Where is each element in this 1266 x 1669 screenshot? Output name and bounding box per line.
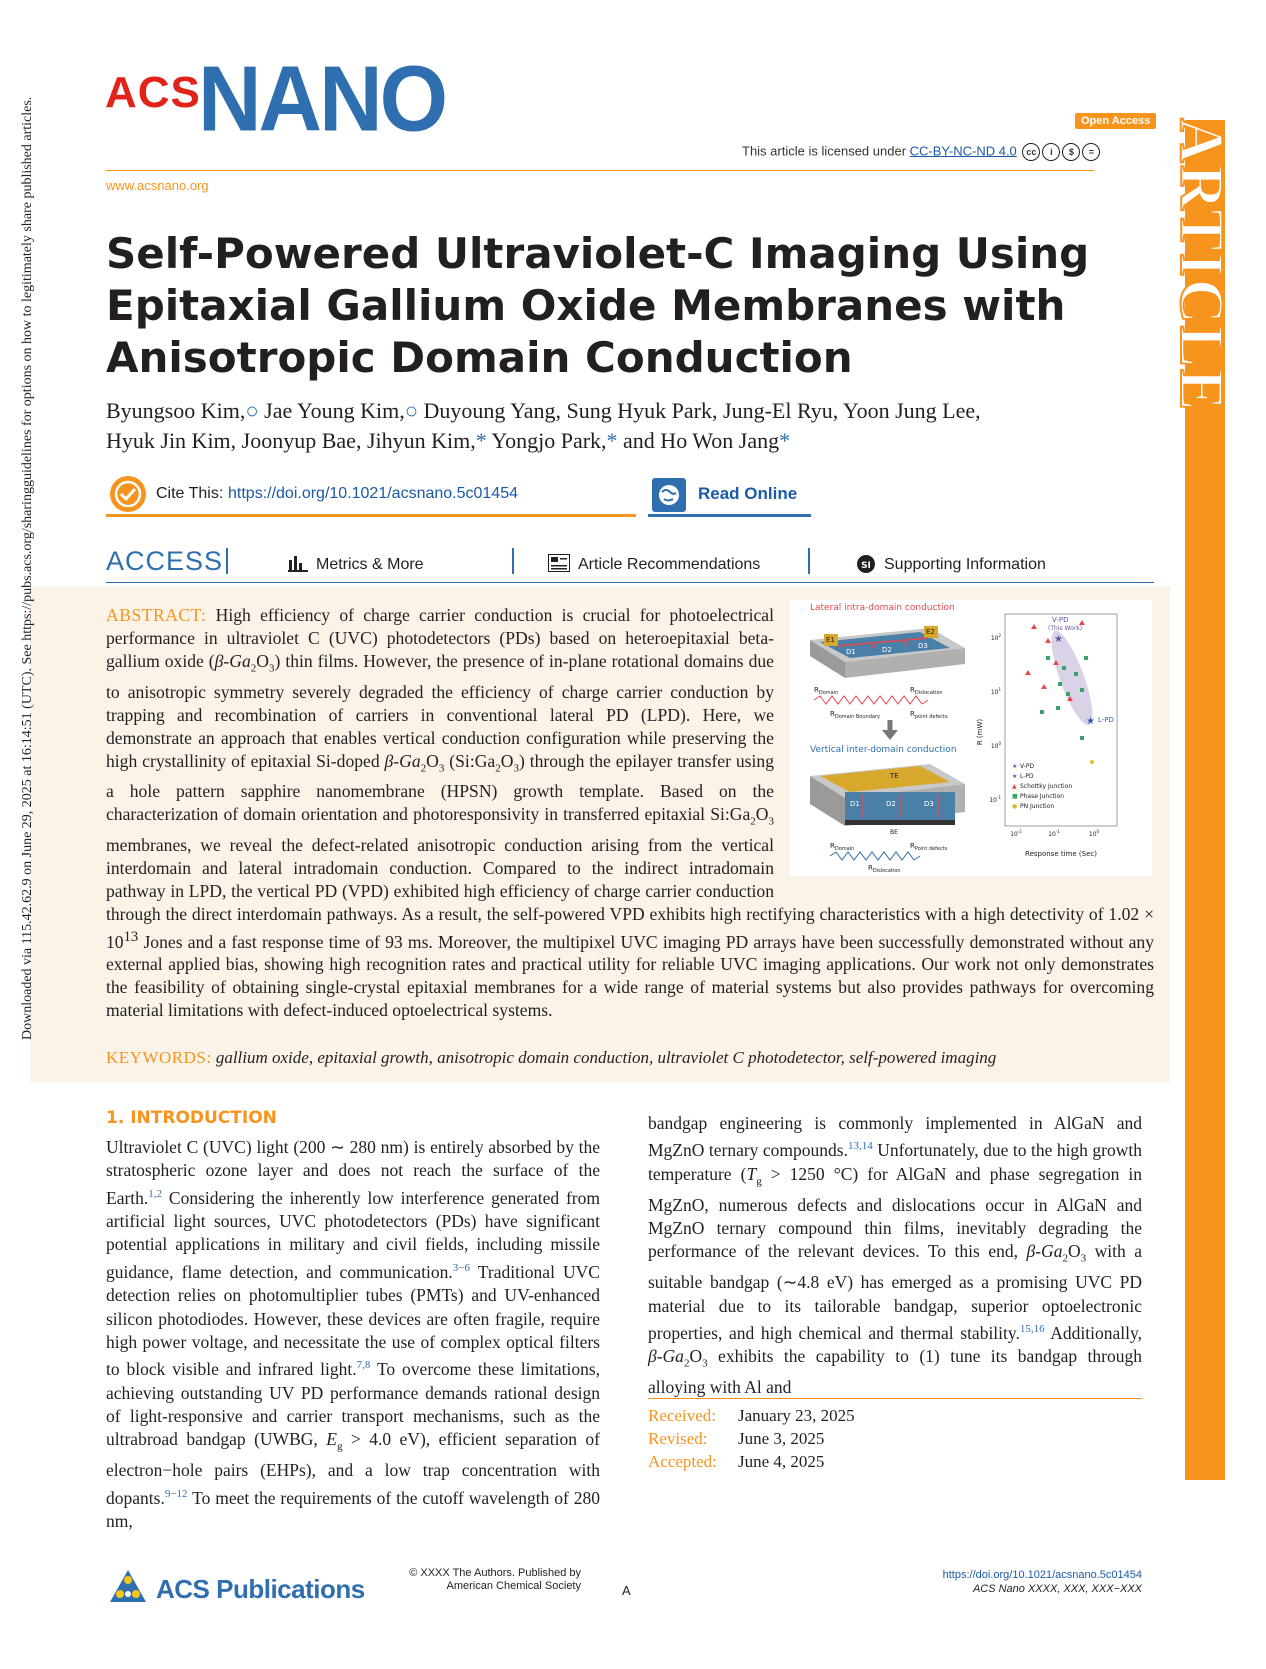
article-recommendations-link[interactable]: Article Recommendations [578, 556, 761, 573]
download-notice [0, 96, 60, 1050]
access-separator [226, 548, 228, 574]
svg-text:SI: SI [861, 561, 871, 571]
abstract-text: membranes, we reveal the defect-related anisotropic conduction arising from the vertical interdomain and lateral intradomain conduction. Compared to the indirect intradomain pathway in LPD, the vertical PD (VPD) exhibited high efficiency of charge carrier conduction through the direct interdomain pathways. As a result, the self-powered VPD exhibits high rectifying characteristics with a high detectivity of 1.02 × 10 [106, 834, 1154, 952]
revised-label: Revised: [648, 1429, 708, 1448]
article-title: Self-Powered Ultraviolet-C Imaging Using Epitaxial Gallium Oxide Membranes with Anisotropic Domain Conduction [106, 229, 1090, 382]
author-list [106, 396, 1106, 456]
toc-graphic [790, 600, 1152, 876]
formula: O [755, 804, 769, 825]
article-tab-label: ARTICLE [1167, 118, 1235, 413]
received-label: Received: [648, 1406, 716, 1425]
legend-pn: PN Junction [1020, 803, 1055, 810]
ytick-label: $10^1$ [990, 687, 1001, 696]
journal-url[interactable]: www.acsnano.org [106, 178, 209, 193]
reference-link[interactable]: 7,8 [356, 1359, 371, 1372]
body-text: > 4.0 eV), efficient separation of electron−hole pairs (EHPs), and a low trap concentration with dopants. [106, 1429, 600, 1508]
orcid-icon[interactable]: ○ [245, 398, 259, 423]
acs-publications-logo-icon [106, 1566, 150, 1614]
nd-icon: = [1082, 143, 1100, 161]
header-rule [106, 170, 1094, 171]
formula: O [426, 750, 439, 771]
subscript: g [756, 1175, 762, 1188]
e2-label: E2 [926, 628, 935, 636]
body-text: Considering the inherently low interference generated from artificial light sources, UVC photodetectors (PDs) have significant potential applications in military and civil fields, including missile guidance, flame detection, and communication. [106, 1187, 600, 1282]
svg-text:★: ★ [1012, 773, 1018, 780]
subscript: 2 [683, 1357, 690, 1370]
svg-text:★: ★ [1012, 763, 1018, 770]
legend-phase: Phase Junction [1020, 793, 1064, 800]
d3-label: D3 [918, 642, 928, 650]
logo-acs: ACS [105, 68, 201, 117]
subscript: 2 [1062, 1252, 1068, 1265]
r-dislocation-label: $R_{Dislocation}$ [910, 686, 943, 696]
by-icon: i [1042, 143, 1060, 161]
keywords-label: KEYWORDS: [106, 1048, 212, 1067]
access-separator [512, 548, 514, 574]
publication-dates [648, 1404, 855, 1473]
legend-vpd: V-PD [1020, 763, 1035, 770]
body-text: To meet the requirements of the cutoff wavelength of 280 nm, [106, 1487, 600, 1531]
cc-icon: cc [1022, 143, 1040, 161]
supporting-information-link[interactable]: Supporting Information [884, 556, 1046, 573]
subscript: 2 [250, 662, 257, 675]
license-prefix: This article is licensed under [742, 143, 910, 159]
metrics-more-link[interactable]: Metrics & More [316, 556, 424, 573]
download-notice-text: Downloaded via 115.42.62.9 on June 29, 2025 at 16:14:51 (UTC). See https://pubs.acs.org/sharingguidelines for options on how to legitimately share published articles. [20, 96, 35, 1040]
reference-link[interactable]: 15,16 [1019, 1323, 1045, 1336]
cite-label [156, 485, 223, 503]
svg-text:✕: ✕ [902, 639, 909, 648]
formula: β-Ga [214, 651, 251, 671]
subscript: 3 [513, 762, 519, 775]
d1-v-label: D1 [850, 800, 860, 808]
xtick-label: $10^{-2}$ [1010, 829, 1022, 838]
r-domain-label: $R_{Domain}$ [814, 686, 839, 696]
vpd-point: ★ [1054, 634, 1063, 645]
copyright-line: American Chemical Society [446, 1580, 581, 1592]
formula: β-Ga [1026, 1241, 1063, 1262]
orcid-icon[interactable]: ○ [404, 398, 419, 423]
svg-text:✕: ✕ [870, 642, 877, 651]
corresponding-icon[interactable]: * [606, 428, 618, 453]
reference-link[interactable]: 3−6 [452, 1261, 471, 1274]
plot-ylabel: R (mW) [976, 718, 984, 746]
subscript: 2 [750, 815, 756, 828]
author-text: Duyoung Yang, Sung Hyuk Park, Jung-El Ryu, Yoon Jung Lee, [418, 398, 981, 423]
subscript: g [336, 1440, 343, 1453]
reference-link[interactable]: 9−12 [164, 1487, 188, 1500]
body-text: Additionally, [1044, 1322, 1142, 1343]
nc-icon: $ [1062, 143, 1080, 161]
body-text: exhibits the capability to (1) tune its bandgap through alloying with Al and [648, 1346, 1142, 1398]
subscript: 3 [768, 815, 774, 828]
copyright [396, 1567, 581, 1593]
revised-date: June 3, 2025 [738, 1429, 825, 1448]
author-text: Yongjo Park, [486, 428, 607, 453]
subscript: 3 [269, 662, 275, 675]
keywords [106, 1048, 1154, 1068]
accepted-label: Accepted: [648, 1452, 717, 1471]
cite-label-text: Cite This: [156, 485, 224, 502]
section-heading: 1. INTRODUCTION [106, 1108, 277, 1128]
license-link[interactable]: CC-BY-NC-ND 4.0 [909, 143, 1017, 159]
r-dislocation-v-label: $R_{Dislocation}$ [868, 864, 901, 874]
access-separator [808, 548, 810, 574]
symbol: T [746, 1163, 757, 1184]
legend-lpd: L-PD [1020, 773, 1034, 780]
body-text: Traditional UVC detection relies on photomultiplier tubes (PMTs) and UV-enhanced silicon photodiodes. However, these devices are often fragile, require high power voltage, and necessitate the use of complex optical filters to block visible and infrared light. [106, 1261, 600, 1380]
superscript: 13 [123, 928, 139, 945]
body-text: Ultraviolet C (UVC) light (200 ∼ 280 nm) is entirely absorbed by the stratospheric ozone layer and does not reach the surface of the Earth. [106, 1137, 600, 1208]
r-point-label: $R_{point defects}$ [910, 710, 948, 720]
accepted-date: June 4, 2025 [738, 1452, 825, 1471]
vertical-title: Vertical inter-domain conduction [810, 745, 957, 755]
formula: O [1067, 1241, 1081, 1262]
recommendations-icon [548, 554, 570, 576]
r-domain-v-label: $R_{Domain}$ [830, 842, 855, 852]
ytick-label: $10^2$ [990, 633, 1001, 642]
formula: β-Ga [648, 1346, 684, 1367]
xtick-label: $10^0$ [1088, 829, 1100, 838]
formula: β-Ga [384, 750, 421, 771]
body-column-right [648, 1112, 1142, 1400]
footer-journal: ACS Nano XXXX, XXX, XXX−XXX [972, 1583, 1142, 1595]
abstract-label: ABSTRACT: [106, 605, 207, 625]
footer-doi-link[interactable]: https://doi.org/10.1021/acsnano.5c01454 [942, 1569, 1142, 1581]
corresponding-icon[interactable]: * [779, 428, 791, 453]
reference-link[interactable]: 13,14 [847, 1140, 873, 1153]
ytick-label: $10^{-1}$ [989, 795, 1001, 804]
author-text: Jae Young Kim, [258, 398, 405, 423]
subscript: 2 [420, 762, 427, 775]
dates-rule [648, 1398, 1142, 1399]
author-text: and Ho Won Jang [617, 428, 780, 453]
subscript: 2 [495, 762, 501, 775]
si-icon [856, 554, 876, 578]
body-text: To overcome these limitations, achieving outstanding UV PD performance demands rational design of light-responsive and carrier transport mechanisms, such as the ultrabroad bandgap (UWBG, [106, 1359, 601, 1450]
body-text: Unfortunately, due to the high growth temperature ( [648, 1140, 1142, 1184]
abstract-text: Jones and a fast response time of 93 ms. Moreover, the multipixel UVC imaging PD arrays have been successfully demonstrated without any external applied bias, showing high recognition rates and practical utility for reliable UVC imaging applications. Our work not only demonstrates the feasibility of obtaining single-crystal epitaxial membranes for a wide range of material systems but also provides pathways for overcoming material limitations with defect-induced optoelectrical systems. [106, 931, 1154, 1021]
license-line [742, 143, 1100, 161]
subscript: 3 [1080, 1252, 1087, 1265]
d1-label: D1 [846, 648, 856, 656]
body-text: > 1250 °C) for AlGaN and phase segregation in MgZnO, numerous defects and dislocations occur in AlGaN and MgZnO ternary compound thin films, inevitably degrading the performance of the relevant devices. To this end, [648, 1163, 1142, 1262]
legend-schottky: Schottky Junction [1020, 783, 1073, 790]
open-access-badge: Open Access [1075, 113, 1156, 129]
lpd-annotation: L-PD [1098, 716, 1114, 724]
this-work-annotation: (This Work) [1048, 625, 1083, 632]
d3-v-label: D3 [924, 800, 934, 808]
e1-label: E1 [826, 636, 835, 644]
logo-nano: NANO [198, 46, 446, 151]
d2-v-label: D2 [886, 800, 896, 808]
d2-label: D2 [882, 646, 892, 654]
publisher-name: ACS Publications [156, 1574, 365, 1604]
xtick-label: $10^{-1}$ [1048, 829, 1060, 838]
received-date: January 23, 2025 [738, 1406, 855, 1425]
vpd-annotation: V-PD [1052, 616, 1069, 624]
access-label: ACCESS [106, 546, 224, 576]
svg-text:■: ■ [1012, 793, 1018, 800]
reference-link[interactable]: 1,2 [148, 1187, 163, 1200]
footer-citation [860, 1568, 1142, 1596]
body-text: bandgap engineering is commonly implemented in AlGaN and MgZnO ternary compounds. [648, 1113, 1142, 1161]
body-text: with a suitable bandgap (∼4.8 eV) has emerged as a promising UVC PD material due to its tailorable bandgap, superior optoelectronic properties, and high chemical and thermal stability. [648, 1241, 1142, 1343]
formula: O [256, 651, 269, 671]
be-label: BE [890, 829, 898, 836]
abstract-text: ) thin films. However, the presence of in-plane rotational domains due to anisotropic symmetry severely degraded the efficiency of charge carrier conduction by trapping and recombination of carriers in conventional lateral PD (LPD). Here, we demonstrate an approach that enables vertical conduction configuration while preserving the high crystallinity of epitaxial Si-doped [106, 651, 774, 771]
plot-xlabel: Response time (Sec) [1025, 850, 1097, 858]
r-point-v-label: $R_{Point defects}$ [910, 842, 948, 852]
te-label: TE [890, 772, 899, 780]
abstract-text: ) through the epilayer transfer using a hole pattern sapphire nanomembrane (HPSN) growth template. Based on the characterization of domain orientation and photoresponsivity in transferred epitaxial Si:Ga [106, 750, 774, 825]
lateral-title: Lateral intra-domain conduction [810, 603, 955, 613]
svg-text:●: ● [1012, 803, 1018, 810]
keywords-text: gallium oxide, epitaxial growth, anisotropic domain conduction, ultraviolet C photodetector, self-powered imaging [215, 1048, 997, 1067]
author-text: Byungsoo Kim, [106, 398, 246, 423]
svg-text:▲: ▲ [1012, 783, 1017, 790]
corresponding-icon[interactable]: * [475, 428, 487, 453]
lpd-point: ★ [1086, 716, 1095, 727]
symbol: E [326, 1429, 337, 1450]
formula: O [689, 1346, 703, 1367]
ytick-label: $10^0$ [990, 741, 1001, 750]
formula: O [500, 750, 514, 771]
page-number: A [622, 1583, 631, 1598]
r-boundary-label: $R_{Domain Boundary}$ [830, 710, 880, 720]
body-column-left [106, 1136, 600, 1533]
check-icon [110, 476, 146, 512]
read-online-label[interactable]: Read Online [698, 484, 798, 503]
subscript: 3 [438, 762, 445, 775]
abstract-text: (Si:Ga [444, 750, 496, 771]
abstract-text: High efficiency of charge carrier conduction is crucial for photoelectrical performance in ultraviolet C (UVC) photodetectors (PDs) based on heteroepitaxial beta-gallium oxide ( [106, 605, 774, 671]
author-text: Hyuk Jin Kim, Joonyup Bae, Jihyun Kim, [106, 428, 476, 453]
copyright-line: © XXXX The Authors. Published by [409, 1567, 581, 1579]
metrics-icon [288, 554, 308, 576]
article-tab [1150, 110, 1240, 413]
cite-doi-link[interactable]: https://doi.org/10.1021/acsnano.5c01454 [228, 485, 518, 502]
globe-icon [652, 478, 686, 512]
subscript: 3 [702, 1357, 708, 1370]
